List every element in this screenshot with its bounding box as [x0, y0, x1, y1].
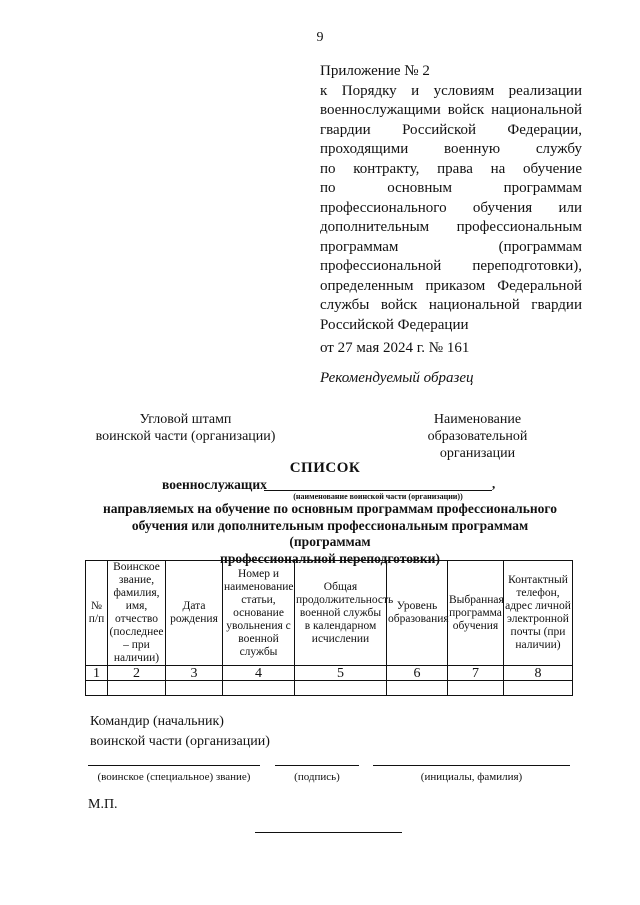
header-cell-service-duration: Общая продолжительность военной службы в календарном исчислении — [295, 561, 387, 666]
list-subtitle — [90, 501, 570, 567]
column-number-cell: 6 — [387, 666, 448, 681]
appendix-line: проходящими военную службу — [320, 141, 582, 157]
commander-line: Командир (начальник) — [90, 714, 224, 729]
column-number-cell: 7 — [448, 666, 504, 681]
subtitle-line: обучения или дополнительным профессиональным программам (программам — [131, 517, 529, 549]
header-cell-dismissal-article: Номер и наименование статьи, основание увольнения с военной службы — [223, 561, 295, 666]
appendix-title: Приложение № 2 — [320, 63, 430, 79]
servicemen-table — [85, 560, 573, 696]
column-number-cell: 5 — [295, 666, 387, 681]
list-title: СПИСОК — [289, 460, 361, 476]
stamp-line: Угловой штамп — [139, 412, 232, 427]
header-cell-program: Выбранная программа обучения — [448, 561, 504, 666]
name-signature-line — [373, 765, 570, 766]
empty-cell — [223, 681, 295, 696]
appendix-line: по контракту, права на обучение — [320, 160, 582, 177]
column-number-cell: 1 — [86, 666, 108, 681]
empty-cell — [86, 681, 108, 696]
recommended-sample: Рекомендуемый образец — [320, 370, 474, 386]
appendix-line: военнослужащими войск национальной — [320, 102, 582, 118]
stamp-line: воинской части (организации) — [95, 429, 276, 444]
appendix-line: программам (программам — [320, 238, 582, 255]
page-number: 9 — [316, 30, 324, 45]
corner-stamp-label — [88, 411, 283, 445]
appendix-line: профессиональной переподготовки), — [320, 258, 582, 274]
appendix-line: Российской Федерации — [320, 316, 469, 333]
header-cell-contacts: Контактный телефон, адрес личной электронной почты (при наличии) — [504, 561, 573, 666]
header-cell-birth-date: Дата рождения — [166, 561, 223, 666]
rank-caption: (воинское (специальное) звание) — [97, 771, 251, 783]
empty-cell — [448, 681, 504, 696]
appendix-line: дополнительным профессиональным — [320, 219, 582, 235]
commander-line: воинской части (организации) — [90, 734, 270, 749]
appendix-line: к Порядку и условиям реализации — [320, 82, 582, 99]
sign-caption: (подпись) — [294, 771, 340, 783]
signature-line — [275, 765, 359, 766]
org-line: Наименование — [433, 412, 522, 427]
unit-comma: , — [492, 476, 496, 491]
education-org-label — [390, 411, 565, 462]
name-caption: (инициалы, фамилия) — [420, 771, 523, 783]
appendix-line: профессионального обучения или — [320, 199, 582, 216]
unit-name-line — [264, 490, 492, 491]
empty-cell — [504, 681, 573, 696]
bottom-rule — [255, 832, 402, 833]
appendix-line: по основным программам — [320, 180, 582, 196]
rank-signature-line — [88, 765, 260, 766]
subtitle-line: профессиональной переподготовки) — [220, 550, 440, 566]
appendix-line: гвардии Российской Федерации, — [320, 121, 582, 138]
empty-cell — [387, 681, 448, 696]
commander-label — [90, 712, 270, 752]
appendix-line: службы войск национальной гвардии — [320, 297, 582, 313]
order-date: от 27 мая 2024 г. № 161 — [320, 340, 470, 356]
military-label: военнослужащих — [162, 477, 267, 492]
column-number-cell: 8 — [504, 666, 573, 681]
unit-caption: (наименование воинской части (организации)) — [293, 492, 463, 501]
column-number-cell: 4 — [223, 666, 295, 681]
column-number-cell: 2 — [108, 666, 166, 681]
appendix-header — [320, 62, 582, 359]
header-cell-rank-name: Воинское звание, фамилия, имя, отчество (последнее – при наличии) — [109, 561, 164, 664]
subtitle-line: направляемых на обучение по основным программам профессионального — [103, 501, 557, 516]
column-number-cell: 3 — [166, 666, 223, 681]
appendix-line: определенным приказом Федеральной — [320, 277, 582, 294]
seal-label: М.П. — [88, 797, 118, 812]
empty-cell — [108, 681, 166, 696]
header-cell-education-level: Уровень образования — [387, 561, 448, 666]
empty-cell — [295, 681, 387, 696]
empty-cell — [166, 681, 223, 696]
org-line: образовательной организации — [427, 429, 528, 461]
header-cell-number: № п/п — [86, 561, 108, 666]
